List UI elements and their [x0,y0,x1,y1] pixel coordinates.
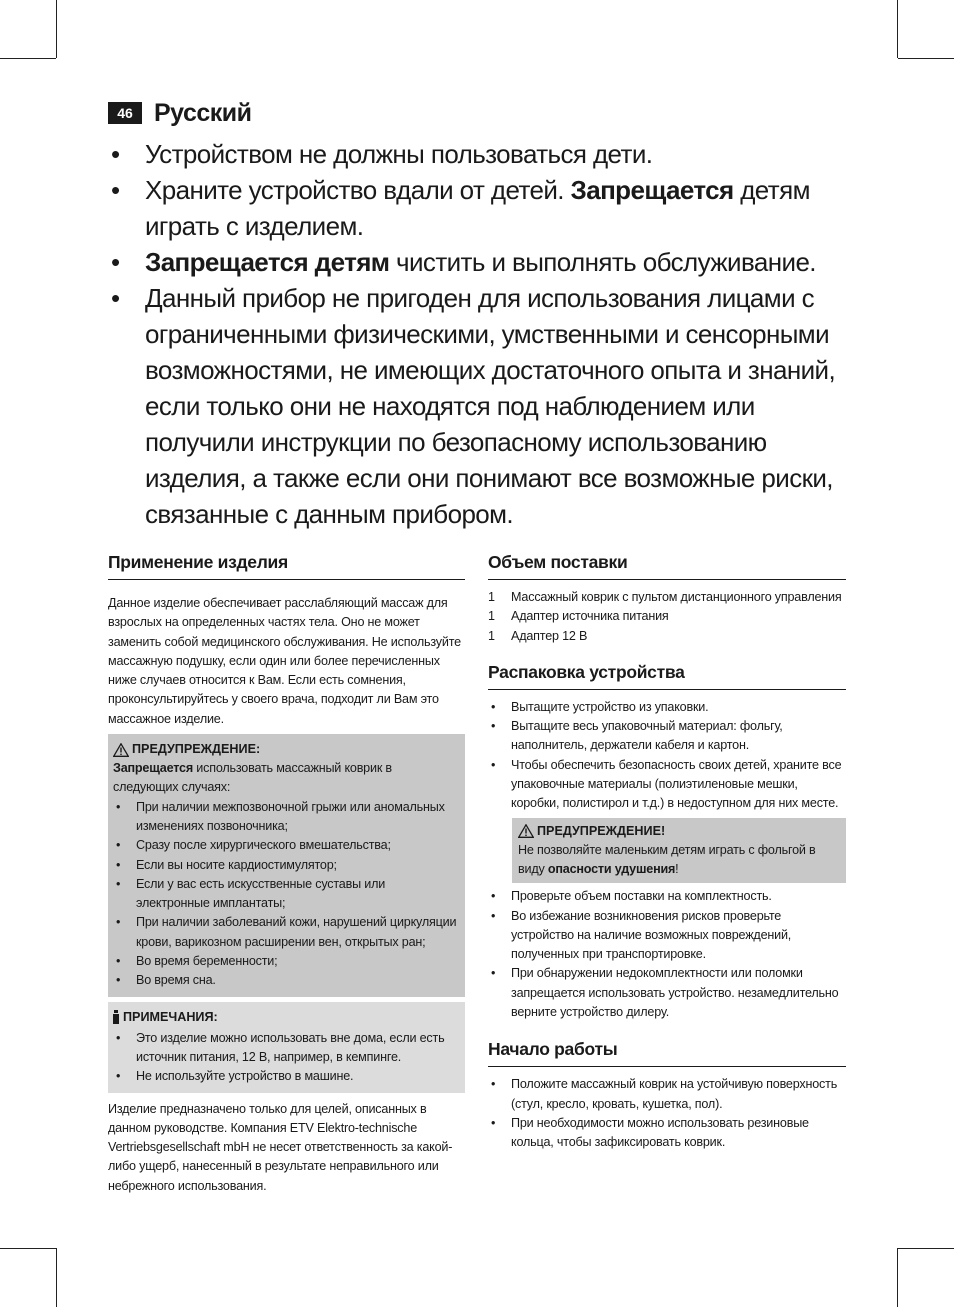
item-text: Во время сна. [136,973,216,988]
text: Данный прибор не пригоден для использования лицами с ограниченными физическими, умственными и сенсорными возможностями, не имеющих достаточного опыта и знаний, если только они не находятся под наблюдением или получили инструкции по безопасному использованию изделия, а также если они понимают все возможные риски, связанные с данным прибором. [145,283,836,529]
info-icon [113,1010,119,1024]
safety-bullet-list [108,136,853,532]
unpacking-warning-text-bold: опасности удушения [547,861,676,876]
unpacking-warning-text-before: Не позволяйте маленьким детям играть с фольгой в виду [518,842,816,876]
bold-text: Запрещается [570,175,734,205]
list-item [488,1114,846,1153]
list-item [113,1029,459,1068]
bullet-glyph: • [491,1077,496,1092]
crop-mark [898,1248,954,1249]
usage-intro: Данное изделие обеспечивает расслабляющий массаж для взрослых на определенных частях тела. Оно не может заменить собой медицинского обслуживания. Не используйте массажную подушку, если один или более перечисленных ниже случаев относится к Вам. Если есть сомнения, проконсультируйтесь у своего врача, подходит ли Вам это массажное изделие. [108,596,461,726]
quantity: 1 [488,590,495,604]
section-heading-delivery: Объем поставки [488,552,846,580]
bullet-glyph: • [116,838,121,853]
quantity: 1 [488,609,495,624]
unpacking-warning-text-after: ! [675,861,679,876]
warning-icon [113,743,129,757]
page-header [108,100,252,126]
item-text: Если вы носите кардиостимулятор; [136,857,337,872]
bullet-glyph: • [491,1115,496,1130]
bullet-glyph: • [491,699,496,714]
crop-mark [898,58,954,59]
notes-title-text: ПРИМЕЧАНИЯ: [123,1009,218,1024]
item-text: Во избежание возникновения рисков проверьте устройство на наличие возможных повреждений, полученных при транспортировке. [511,908,792,962]
left-column [108,552,465,1196]
item-text: Во время беременности; [136,954,278,969]
crop-mark [897,0,898,58]
unpacking-warning-text [518,841,840,880]
list-item [113,875,459,914]
bullet-glyph: • [111,247,120,277]
unpacking-warning-title-text: ПРЕДУПРЕЖДЕНИЕ! [537,823,666,838]
item-text: Сразу после хирургического вмешательства; [136,838,391,853]
warning-icon [518,824,534,838]
bullet-glyph: • [491,889,496,904]
list-item [113,952,459,971]
unpacking-list-continued [488,887,846,1022]
safety-bullet-item [108,244,853,280]
list-item [488,607,846,626]
unpacking-list [488,698,846,814]
bullet-glyph: • [116,954,121,969]
warning-lead-rest: использовать массажный коврик в следующих случаях: [113,761,392,795]
item-text: Массажный коврик с пультом дистанционного управления [511,590,842,604]
notes-title [113,1008,459,1027]
bullet-glyph: • [491,757,496,772]
bullet-glyph: • [491,908,496,923]
list-item [113,913,459,952]
item-text: При обнаружении недокомплектности или поломки запрещается использовать устройство. незамедлительно верните устройство дилеру. [511,966,839,1020]
bullet-glyph: • [116,857,121,872]
list-item [488,698,846,717]
section-heading-usage: Применение изделия [108,552,465,580]
item-text: Вытащите весь упаковочный материал: фольгу, наполнитель, держатели кабеля и картон. [511,719,783,753]
list-item [488,627,846,646]
crop-mark [0,1248,56,1249]
section-heading-unpacking: Распаковка устройства [488,662,846,690]
text: Храните устройство вдали от детей. [145,175,571,205]
unpacking-warning-box [512,818,846,884]
bullet-glyph: • [116,973,121,988]
text: чистить и выполнять обслуживание. [389,247,816,277]
item-text: Чтобы обеспечить безопасность своих детей, храните все упаковочные материалы (полиэтиленовые мешки, коробки, полистирол и т.д.) в недоступном для них месте. [511,757,842,811]
list-item [113,856,459,875]
list-item [488,964,846,1022]
crop-mark [897,1248,898,1307]
item-text: Проверьте объем поставки на комплектность. [511,889,772,904]
list-item [113,971,459,990]
item-text: Вытащите устройство из упаковки. [511,699,709,714]
item-text: Адаптер 12 В [511,628,588,643]
unpacking-warning-title [518,822,840,841]
bullet-glyph: • [116,915,121,930]
item-text: При наличии межпозвоночной грыжи или аномальных изменениях позвоночника; [136,799,445,833]
crop-mark [56,1248,57,1307]
usage-outro: Изделие предназначено только для целей, описанных в данном руководстве. Компания ETV Elektro-technische Vertriebsgesellschaft mbH не несет ответственность за какой-либо ущерб, нанесенный в результате неправильного или небрежного использования. [108,1101,453,1193]
item-text: При необходимости можно использовать резиновые кольца, чтобы зафиксировать коврик. [511,1115,809,1150]
bold-text: Запрещается детям [145,247,390,277]
item-text: Адаптер источника питания [511,609,669,624]
warning-box [108,734,465,997]
list-item [113,836,459,855]
right-column [488,552,846,1153]
warning-title-text: ПРЕДУПРЕЖДЕНИЕ: [132,742,261,757]
item-text: Если у вас есть искусственные суставы или электронные имплантаты; [136,876,386,911]
crop-mark [0,58,56,59]
quantity: 1 [488,628,495,643]
bullet-glyph: • [116,876,121,891]
bullet-glyph: • [491,966,496,981]
text: Устройством не должны пользоваться дети. [145,139,653,169]
list-item [488,907,846,965]
start-list [488,1075,846,1152]
safety-bullet-item [108,280,853,532]
list-item [113,798,459,837]
page-number: 46 [108,102,142,124]
warning-title [113,740,459,759]
bullet-glyph: • [116,1069,121,1084]
list-item [488,887,846,906]
item-text: Это изделие можно использовать вне дома, если есть источник питания, 12 В, например, в кемпинге. [136,1030,445,1064]
warning-lead [113,759,459,798]
list-item [488,717,846,756]
warning-lead-bold: Запрещается [113,761,193,776]
list-item [488,1075,846,1114]
bullet-glyph: • [111,175,120,205]
notes-list [113,1029,459,1087]
item-text: Положите массажный коврик на устойчивую поверхность (стул, кресло, кровать, кушетка, пол). [511,1077,838,1111]
language-title: Русский [154,98,252,127]
bullet-glyph: • [111,139,120,169]
crop-mark [56,0,57,58]
bullet-glyph: • [116,799,121,814]
bullet-glyph: • [491,719,496,734]
delivery-list [488,588,846,646]
safety-bullet-item [108,136,853,172]
item-text: При наличии заболеваний кожи, нарушений циркуляции крови, варикозном расширении вен, открытых ран; [136,915,457,949]
item-text: Не используйте устройство в машине. [136,1069,354,1084]
text: детям играть с изделием. [145,175,810,241]
notes-box [108,1002,465,1093]
warning-list [113,798,459,991]
list-item [488,588,846,607]
bullet-glyph: • [111,283,120,313]
list-item [113,1067,459,1086]
safety-bullet-item [108,172,853,244]
bullet-glyph: • [116,1030,121,1045]
section-heading-start: Начало работы [488,1039,846,1067]
list-item [488,756,846,814]
